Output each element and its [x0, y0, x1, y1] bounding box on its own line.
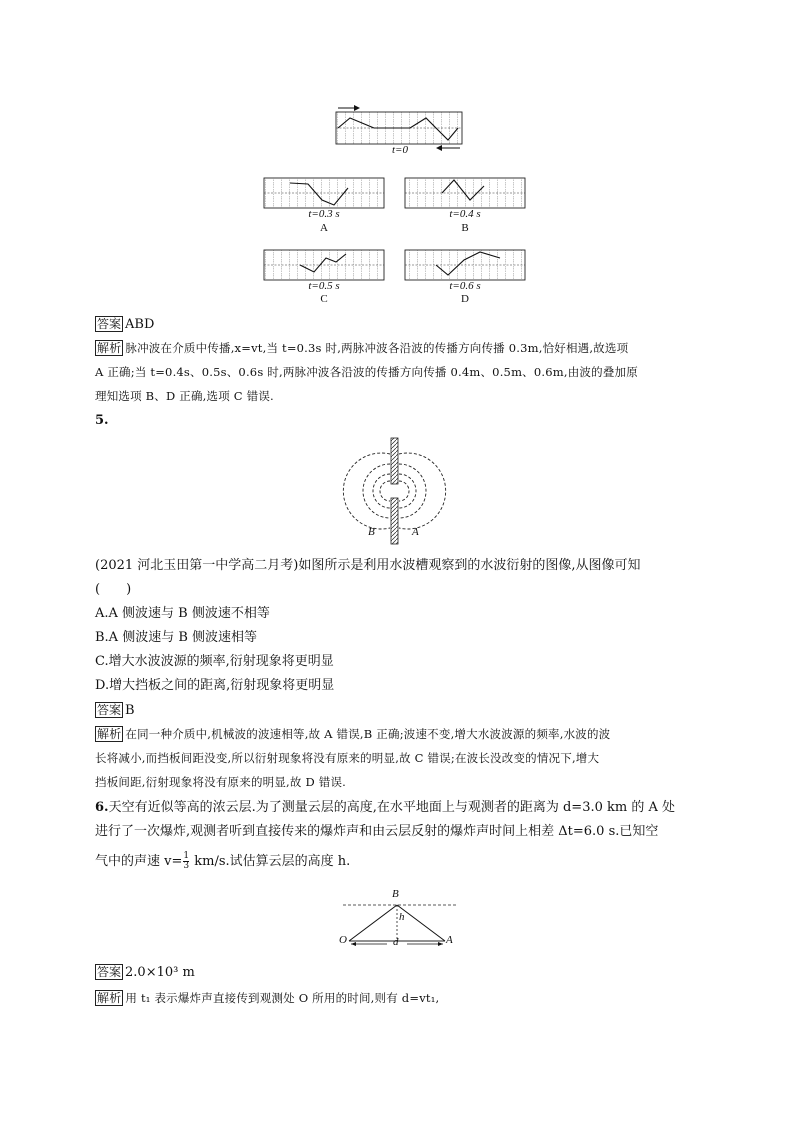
q5-option-b: B.A 侧波速与 B 侧波速相等	[95, 630, 258, 645]
label-h: h	[399, 911, 405, 923]
panel-c	[264, 250, 384, 280]
label-b: B	[368, 526, 375, 538]
caption-c-letter: C	[320, 293, 328, 305]
q5-option-d: D.增大挡板之间的距离,衍射现象将更明显	[95, 678, 335, 693]
q4-answer: ABD	[125, 317, 155, 332]
q6-stem-line-2: 进行了一次爆炸,观测者听到直接传来的爆炸声和由云层反射的爆炸声时间上相差 Δt=6.0 s.已知空	[95, 824, 659, 839]
q6-analysis-line-1: 解析 用 t₁ 表示爆炸声直接传到观测处 O 所用的时间,则有 d=vt₁,	[97, 991, 440, 1005]
caption-t0: t=0	[392, 144, 408, 156]
q5-option-a: A.A 侧波速与 B 侧波速不相等	[95, 606, 270, 621]
q5-option-c: C.增大水波波源的频率,衍射现象将更明显	[95, 654, 334, 669]
q5-answer-row	[95, 700, 135, 721]
caption-c-time: t=0.5 s	[308, 280, 340, 292]
diffraction-diagram	[340, 436, 450, 546]
pulse-wave-diagram	[250, 100, 550, 310]
panel-b	[405, 178, 525, 208]
q5-answer: B	[125, 703, 135, 718]
q4-analysis-line-2: A 正确;当 t=0.4s、0.5s、0.6s 时,两脉冲波各沿波的传播方向传播 0.4m、0.5m、0.6m,由波的叠加原	[95, 365, 638, 379]
answer-tag: 答案	[97, 703, 122, 717]
cloud-height-figure	[335, 888, 465, 953]
q6-stem-line-1: 6.天空有近似等高的浓云层.为了测量云层的高度,在水平地面上与观测者的距离为 d=3.0 km 的 A 处	[95, 800, 675, 815]
q4-analysis-line-1: 解析 脉冲波在介质中传播,x=vt,当 t=0.3s 时,两脉冲波各沿波的传播方向传播 0.3m,恰好相遇,故选项	[97, 341, 629, 355]
q5-analysis-line-1: 解析 在同一种介质中,机械波的波速相等,故 A 错误,B 正确;波速不变,增大水波波源的频率,水波的波	[97, 727, 611, 741]
q6-stem-line-3: 气中的声速 v= $\frac{1}{3}$ km/s.试估算云层的高度 h.	[95, 851, 351, 871]
label-a: A	[412, 526, 419, 538]
q5-stem-line-2: ( )	[95, 582, 132, 597]
q5-analysis-line-2: 长将减小,而挡板间距没变,所以衍射现象将没有原来的明显,故 C 错误;在波长没改变的情况下,增大	[95, 751, 600, 765]
pulse-wave-figure	[250, 100, 550, 310]
q6-answer: 2.0×10³ m	[125, 965, 195, 980]
q5-stem-line-1: (2021 河北玉田第一中学高二月考)如图所示是利用水波槽观察到的水波衍射的图像,从图像可知	[95, 558, 641, 573]
q5-number: 5.	[95, 413, 109, 428]
answer-tag: 答案	[97, 317, 122, 331]
panel-d	[405, 250, 525, 280]
panel-a	[264, 178, 384, 208]
label-b: B	[392, 888, 399, 900]
q6-answer-row	[95, 962, 195, 983]
q4-answer-row	[95, 314, 154, 335]
caption-a-letter: A	[320, 222, 328, 234]
analysis-tag: 解析	[97, 341, 122, 355]
fraction: $\frac{1}{3}$	[183, 851, 190, 871]
label-o: O	[339, 934, 347, 946]
analysis-tag: 解析	[97, 991, 122, 1005]
label-a: A	[446, 934, 453, 946]
caption-d-letter: D	[461, 293, 469, 305]
q5-analysis-line-3: 挡板间距,衍射现象将没有原来的明显,故 D 错误.	[95, 775, 346, 789]
q4-analysis-line-3: 理知选项 B、D 正确,选项 C 错误.	[95, 389, 274, 403]
caption-b-letter: B	[461, 222, 469, 234]
q6-number: 6.	[95, 800, 109, 815]
caption-d-time: t=0.6 s	[449, 280, 481, 292]
caption-b-time: t=0.4 s	[449, 208, 481, 220]
caption-a-time: t=0.3 s	[308, 208, 340, 220]
diffraction-figure	[340, 436, 450, 546]
analysis-tag: 解析	[97, 727, 122, 741]
label-d: d	[393, 936, 399, 948]
answer-tag: 答案	[97, 965, 122, 979]
